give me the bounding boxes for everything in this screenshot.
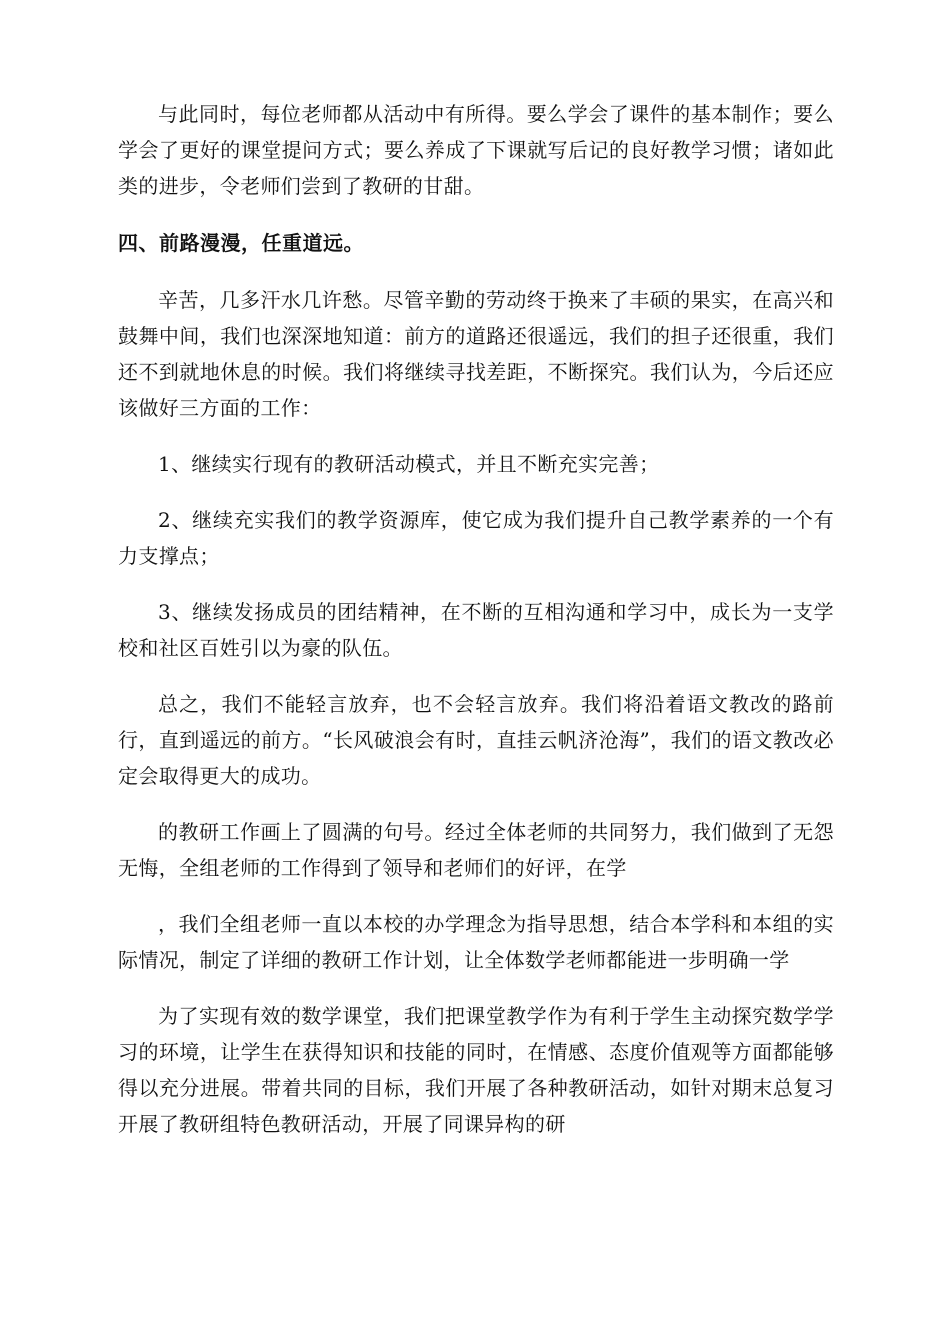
paragraph-teacher-gains: 与此同时，每位老师都从活动中有所得。要么学会了课件的基本制作；要么学会了更好的课堂提问方式；要么养成了下课就写后记的良好教学习惯；诸如此类的进步，令老师们尝到了教研的甘甜。 (118, 102, 834, 198)
list-item-2: 2、继续充实我们的教学资源库，使它成为我们提升自己教学素养的一个有力支撑点； (118, 508, 834, 568)
paragraph-math-classroom: 为了实现有效的数学课堂，我们把课堂教学作为有利于学生主动探究数学学习的环境，让学生在获得知识和技能的同时，在情感、态度价值观等方面都能够得以充分进展。带着共同的目标，我们开展了各种教研活动，如针对期末总复习开展了教研组特色教研活动，开展了同课异构的研 (118, 1004, 834, 1136)
paragraph-conclusion: 总之，我们不能轻言放弃，也不会轻言放弃。我们将沿着语文教改的路前行，直到遥远的前方。“长风破浪会有时，直挂云帆济沧海”，我们的语文教改必定会取得更大的成功。 (118, 692, 834, 788)
paragraph-road-ahead: 辛苦，几多汗水几许愁。尽管辛勤的劳动终于换来了丰硕的果实，在高兴和鼓舞中间，我们也深深地知道：前方的道路还很遥远，我们的担子还很重，我们还不到就地休息的时候。我们将继续寻找差距，不断探究。我们认为，今后还应该做好三方面的工作： (118, 288, 834, 420)
list-item-3: 3、继续发扬成员的团结精神，在不断的互相沟通和学习中，成长为一支学校和社区百姓引以为豪的队伍。 (118, 600, 834, 660)
list-item-1: 1、继续实行现有的教研活动模式，并且不断充实完善； (158, 452, 660, 476)
paragraph-guiding-philosophy: ，我们全组老师一直以本校的办学理念为指导思想，结合本学科和本组的实际情况，制定了详细的教研工作计划，让全体数学老师都能进一步明确一学 (118, 912, 834, 972)
document-page (118, 96, 834, 1142)
section-heading-four: 四、前路漫漫，任重道远。 (118, 231, 364, 255)
paragraph-research-summary: 的教研工作画上了圆满的句号。经过全体老师的共同努力，我们做到了无怨无悔，全组老师的工作得到了领导和老师们的好评，在学 (118, 820, 834, 880)
